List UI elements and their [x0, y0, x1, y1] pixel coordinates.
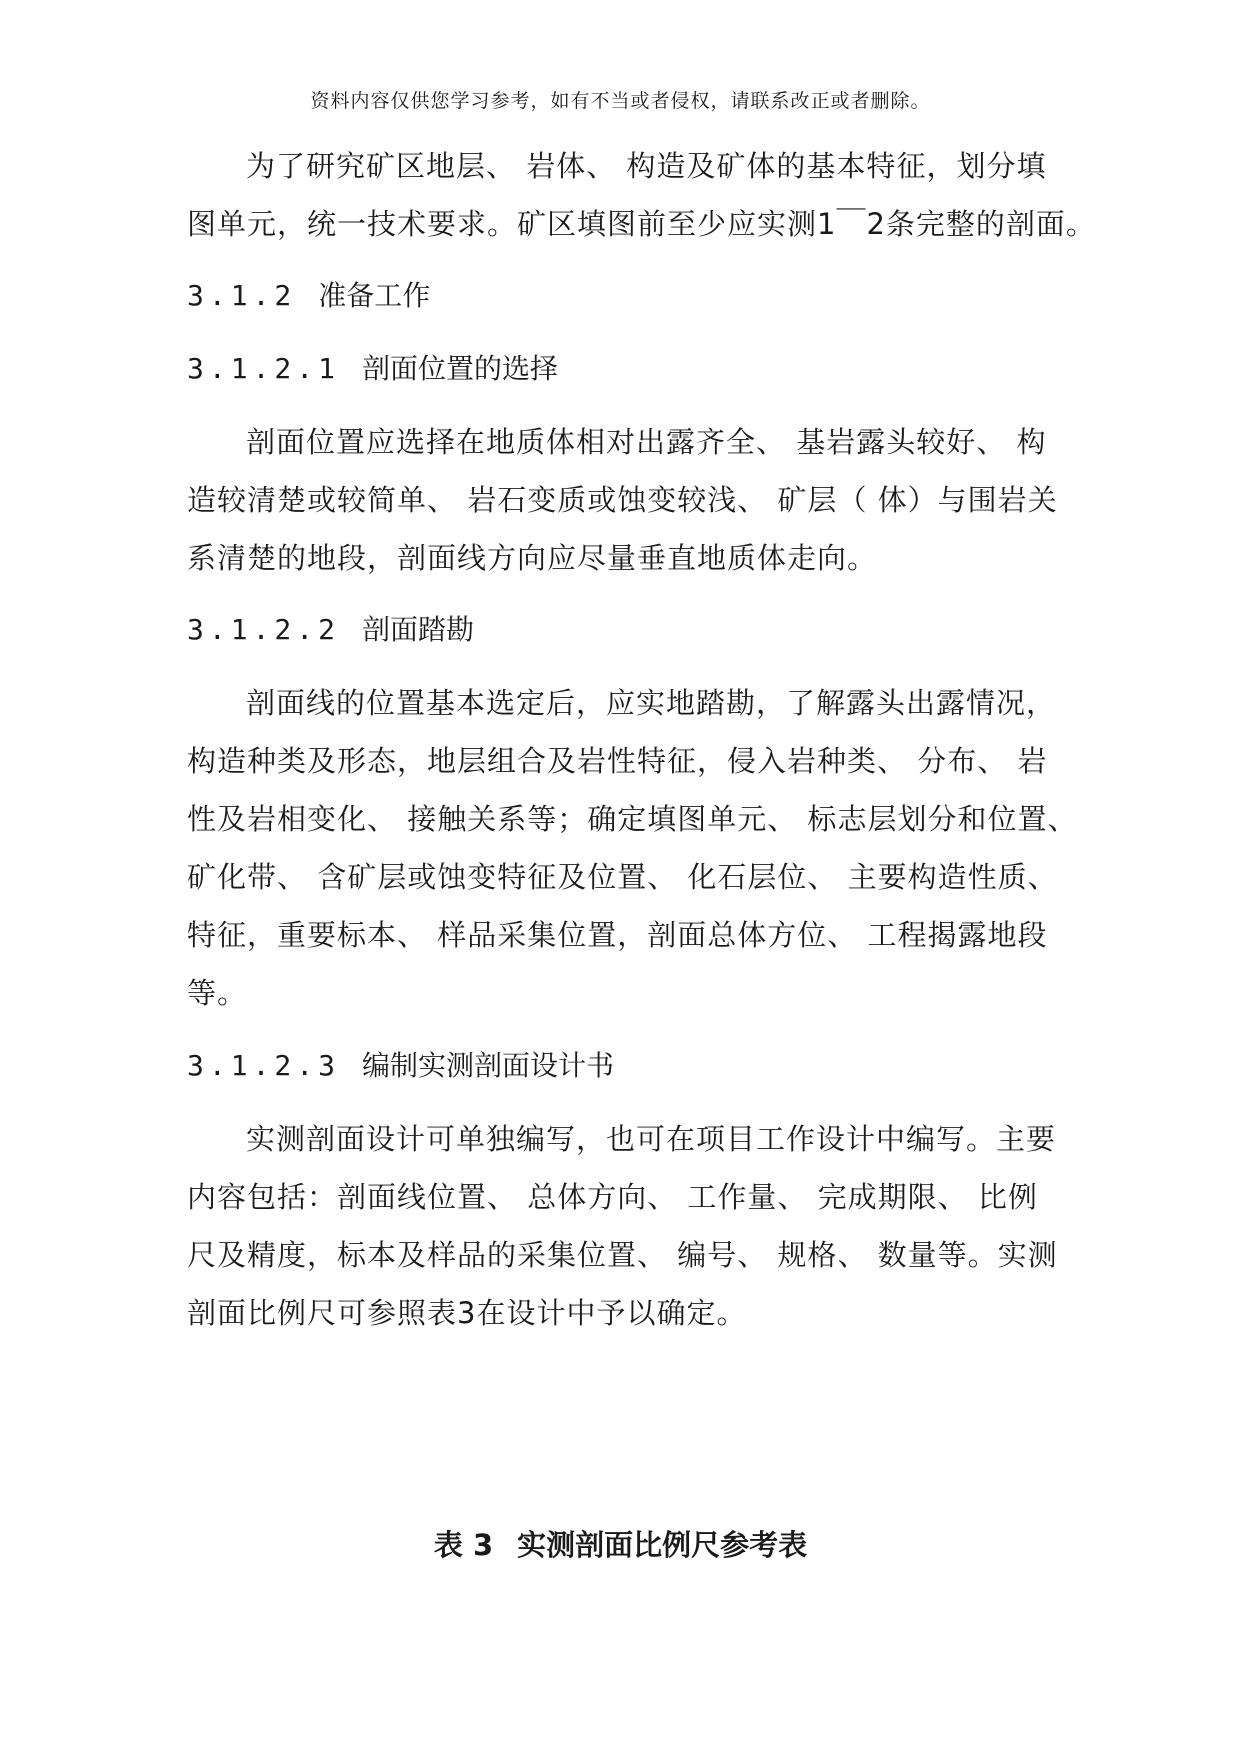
paragraph-line: 等。 [187, 976, 248, 1010]
paragraph-line: 剖面比例尺可参照表3在设计中予以确定。 [187, 1296, 747, 1330]
intro-line-1: 为了研究矿区地层、 岩体、 构造及矿体的基本特征，划分填 [246, 149, 1047, 183]
section-number: 3.1.2.3 [187, 1049, 341, 1082]
section-title: 剖面位置的选择 [362, 352, 559, 385]
table-title: 实测剖面比例尺参考表 [517, 1528, 808, 1562]
paragraph-line: 矿化带、 含矿层或蚀变特征及位置、 化石层位、 主要构造性质、 [187, 860, 1058, 894]
paragraph-line: 造较清楚或较简单、 岩石变质或蚀变较浅、 矿层（ 体）与围岩关 [187, 483, 1058, 517]
paragraph-line: 性及岩相变化、 接触关系等；确定填图单元、 标志层划分和位置、 [187, 802, 1078, 836]
paragraph-line: 剖面位置应选择在地质体相对出露齐全、 基岩露头较好、 构 [246, 425, 1047, 459]
section-number: 3.1.2.2 [187, 613, 341, 646]
section-heading-3-1-2-3 [187, 1048, 614, 1084]
section-heading-3-1-2 [187, 278, 430, 314]
intro-line-2: 图单元，统一技术要求。矿区填图前至少应实测1￣2条完整的剖面。 [187, 207, 1096, 241]
paragraph-line: 构造种类及形态，地层组合及岩性特征，侵入岩种类、 分布、 岩 [187, 744, 1048, 778]
section-title: 准备工作 [318, 279, 431, 312]
section-number: 3.1.2 [187, 279, 297, 312]
paragraph-line: 实测剖面设计可单独编写，也可在项目工作设计中编写。主要 [246, 1122, 1057, 1156]
paragraph-line: 剖面线的位置基本选定后，应实地踏勘，了解露头出露情况， [246, 686, 1057, 720]
paragraph-line: 内容包括：剖面线位置、 总体方向、 工作量、 完成期限、 比例 [187, 1180, 1038, 1214]
paragraph-line: 系清楚的地段，剖面线方向应尽量垂直地质体走向。 [187, 541, 878, 575]
section-heading-3-1-2-1 [187, 351, 558, 387]
section-number: 3.1.2.1 [187, 352, 341, 385]
paragraph-line: 特征，重要标本、 样品采集位置，剖面总体方位、 工程揭露地段 [187, 918, 1048, 952]
table-number: 表 3 [433, 1528, 494, 1562]
page-header-disclaimer: 资料内容仅供您学习参考，如有不当或者侵权，请联系改正或者删除。 [310, 90, 931, 112]
section-title: 剖面踏勘 [362, 613, 475, 646]
section-title: 编制实测剖面设计书 [362, 1049, 615, 1082]
paragraph-line: 尺及精度，标本及样品的采集位置、 编号、 规格、 数量等。实测 [187, 1238, 1058, 1272]
table-caption [0, 1527, 1241, 1563]
section-heading-3-1-2-2 [187, 612, 474, 648]
